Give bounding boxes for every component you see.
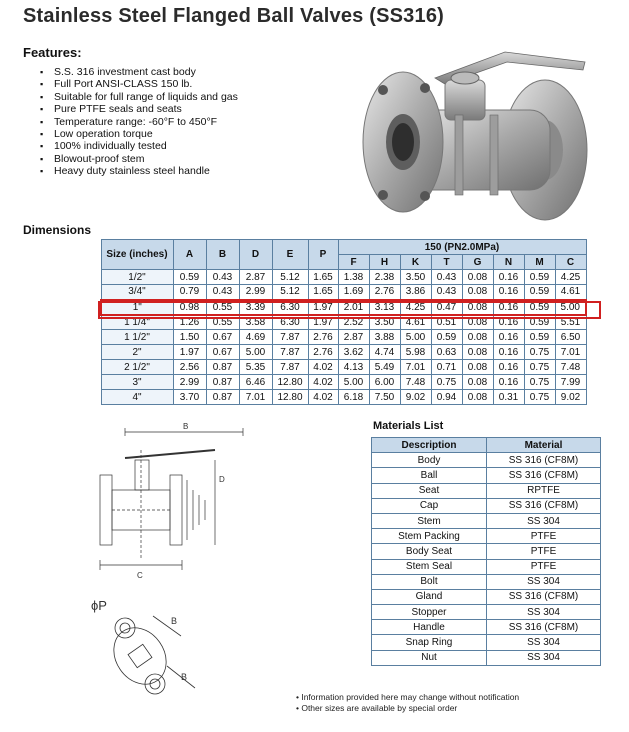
table-row	[372, 574, 601, 589]
part-material-cell: PTFE	[487, 544, 601, 559]
table-row	[101, 300, 586, 315]
size-cell: 2"	[101, 345, 173, 360]
dimension-cell: 0.59	[524, 315, 555, 330]
dimension-cell: 2.99	[173, 375, 206, 390]
dimension-cell: 7.01	[239, 390, 272, 405]
dimension-cell: 12.80	[272, 375, 308, 390]
dimension-cell: 0.16	[493, 315, 524, 330]
col-header: E	[272, 240, 308, 270]
part-description-cell: Snap Ring	[372, 635, 487, 650]
table-row	[372, 483, 601, 498]
size-cell: 1"	[101, 300, 173, 315]
dimension-cell: 0.43	[206, 270, 239, 285]
dimension-cell: 5.98	[400, 345, 431, 360]
feature-item: ▪ Suitable for full range of liquids and gas	[40, 91, 238, 103]
col-header: N	[493, 255, 524, 270]
dimension-cell: 5.00	[338, 375, 369, 390]
dimension-cell: 3.70	[173, 390, 206, 405]
dimension-cell: 1.65	[308, 285, 338, 300]
dimension-cell: 0.43	[431, 285, 462, 300]
dimension-cell: 7.87	[272, 330, 308, 345]
dimension-cell: 5.35	[239, 360, 272, 375]
dimension-cell: 4.02	[308, 360, 338, 375]
col-header: D	[239, 240, 272, 270]
dimension-cell: 3.50	[400, 270, 431, 285]
dimension-cell: 0.08	[462, 375, 493, 390]
dimension-cell: 7.01	[555, 345, 586, 360]
col-header: F	[338, 255, 369, 270]
table-row	[372, 650, 601, 665]
materials-table	[371, 437, 601, 666]
dimension-cell: 4.25	[400, 300, 431, 315]
dimension-cell: 9.02	[555, 390, 586, 405]
dimension-cell: 0.75	[524, 390, 555, 405]
dimension-cell: 0.67	[206, 330, 239, 345]
dimension-cell: 0.59	[524, 300, 555, 315]
dimension-cell: 2.87	[338, 330, 369, 345]
dimension-cell: 4.13	[338, 360, 369, 375]
dimension-cell: 0.55	[206, 315, 239, 330]
dimension-cell: 2.76	[308, 345, 338, 360]
table-row	[101, 375, 586, 390]
table-row	[101, 330, 586, 345]
dimension-cell: 7.01	[400, 360, 431, 375]
dimension-cell: 0.08	[462, 390, 493, 405]
size-cell: 1 1/4"	[101, 315, 173, 330]
table-row	[372, 559, 601, 574]
materials-col-header: Material	[487, 438, 601, 453]
part-description-cell: Handle	[372, 620, 487, 635]
dimension-cell: 2.01	[338, 300, 369, 315]
col-header: M	[524, 255, 555, 270]
size-cell: 4"	[101, 390, 173, 405]
drawing-label-d: D	[219, 475, 225, 484]
part-description-cell: Stem	[372, 513, 487, 528]
table-row	[372, 544, 601, 559]
dimension-cell: 7.48	[555, 360, 586, 375]
part-description-cell: Bolt	[372, 574, 487, 589]
dimension-cell: 0.16	[493, 345, 524, 360]
dimension-cell: 7.87	[272, 360, 308, 375]
dimension-cell: 0.08	[462, 285, 493, 300]
dimension-cell: 4.61	[555, 285, 586, 300]
part-description-cell: Stem Seal	[372, 559, 487, 574]
dimension-cell: 5.51	[555, 315, 586, 330]
feature-item: ▪ Blowout-proof stem	[40, 153, 238, 165]
size-cell: 2 1/2"	[101, 360, 173, 375]
dimension-cell: 2.56	[173, 360, 206, 375]
dimension-cell: 0.63	[431, 345, 462, 360]
drawing-label-b: B	[183, 422, 189, 431]
footnote: • Other sizes are available by special order	[296, 703, 458, 713]
size-cell: 1 1/2"	[101, 330, 173, 345]
feature-item: ▪ Heavy duty stainless steel handle	[40, 165, 238, 177]
dimension-cell: 6.46	[239, 375, 272, 390]
dimension-cell: 0.31	[493, 390, 524, 405]
col-header: C	[555, 255, 586, 270]
dimension-cell: 2.76	[308, 330, 338, 345]
feature-item: ▪ Low operation torque	[40, 128, 238, 140]
dimension-cell: 0.08	[462, 300, 493, 315]
dimension-cell: 0.43	[431, 270, 462, 285]
col-header: A	[173, 240, 206, 270]
table-row	[101, 285, 586, 300]
features-heading: Features:	[23, 45, 82, 60]
footnote: • Information provided here may change without notification	[296, 692, 520, 702]
dimension-cell: 1.97	[308, 300, 338, 315]
dimension-cell: 4.25	[555, 270, 586, 285]
part-material-cell: SS 304	[487, 635, 601, 650]
table-row	[101, 360, 586, 375]
table-row	[372, 468, 601, 483]
dimension-cell: 0.55	[206, 300, 239, 315]
dimension-cell: 6.30	[272, 315, 308, 330]
table-row	[372, 529, 601, 544]
dimension-cell: 3.13	[369, 300, 400, 315]
pressure-group-header: 150 (PN2.0MPa)	[338, 240, 586, 255]
table-row	[101, 390, 586, 405]
ball-valve-image	[355, 40, 605, 230]
dimension-cell: 0.59	[524, 330, 555, 345]
dimension-cell: 4.02	[308, 375, 338, 390]
dimension-cell: 0.71	[431, 360, 462, 375]
drawing-label-phi-p: ϕP	[91, 598, 107, 613]
dimension-cell: 0.59	[173, 270, 206, 285]
dimension-cell: 3.62	[338, 345, 369, 360]
dimension-cell: 0.59	[431, 330, 462, 345]
feature-item: ▪ S.S. 316 investment cast body	[40, 66, 238, 78]
dimension-cell: 0.67	[206, 345, 239, 360]
dimension-cell: 3.88	[369, 330, 400, 345]
col-header: B	[206, 240, 239, 270]
drawing-label-bolt-b: B	[171, 616, 178, 626]
footnotes	[296, 692, 519, 714]
dimension-cell: 5.12	[272, 285, 308, 300]
dimension-cell: 7.50	[369, 390, 400, 405]
part-description-cell: Ball	[372, 468, 487, 483]
table-row	[101, 315, 586, 330]
part-description-cell: Stem Packing	[372, 529, 487, 544]
dimension-cell: 0.16	[493, 300, 524, 315]
table-row	[372, 498, 601, 513]
page-title: Stainless Steel Flanged Ball Valves (SS316)	[23, 5, 445, 27]
dimension-cell: 0.16	[493, 360, 524, 375]
dimension-cell: 7.99	[555, 375, 586, 390]
dimension-cell: 5.00	[555, 300, 586, 315]
dimension-cell: 0.59	[524, 285, 555, 300]
part-material-cell: SS 316 (CF8M)	[487, 620, 601, 635]
col-header: H	[369, 255, 400, 270]
feature-item: ▪ Temperature range: -60°F to 450°F	[40, 116, 238, 128]
size-cell: 1/2"	[101, 270, 173, 285]
part-material-cell: SS 316 (CF8M)	[487, 453, 601, 468]
part-description-cell: Cap	[372, 498, 487, 513]
col-header: P	[308, 240, 338, 270]
table-row	[372, 620, 601, 635]
dimension-cell: 0.94	[431, 390, 462, 405]
table-row	[372, 605, 601, 620]
dimension-cell: 0.87	[206, 390, 239, 405]
size-cell: 3"	[101, 375, 173, 390]
dimension-cell: 0.16	[493, 375, 524, 390]
dimension-cell: 6.50	[555, 330, 586, 345]
part-material-cell: PTFE	[487, 529, 601, 544]
table-row	[372, 453, 601, 468]
dimension-cell: 6.30	[272, 300, 308, 315]
part-description-cell: Stopper	[372, 605, 487, 620]
dimension-cell: 5.49	[369, 360, 400, 375]
dimension-cell: 4.61	[400, 315, 431, 330]
dimension-cell: 4.02	[308, 390, 338, 405]
materials-heading: Materials List	[373, 420, 444, 432]
part-material-cell: SS 316 (CF8M)	[487, 498, 601, 513]
valve-dimension-drawing	[85, 420, 255, 590]
dimension-cell: 1.26	[173, 315, 206, 330]
dimension-cell: 4.69	[239, 330, 272, 345]
dimension-cell: 0.16	[493, 285, 524, 300]
feature-item: ▪ Pure PTFE seals and seats	[40, 103, 238, 115]
dimension-cell: 4.74	[369, 345, 400, 360]
dimension-cell: 1.97	[308, 315, 338, 330]
dimension-cell: 5.12	[272, 270, 308, 285]
part-description-cell: Gland	[372, 589, 487, 604]
dimensions-heading: Dimensions	[23, 223, 92, 237]
feature-item: ▪ Full Port ANSI-CLASS 150 lb.	[40, 78, 238, 90]
dimension-cell: 0.16	[493, 330, 524, 345]
dimension-cell: 3.39	[239, 300, 272, 315]
dimension-cell: 5.00	[239, 345, 272, 360]
table-row	[372, 635, 601, 650]
dimension-cell: 0.47	[431, 300, 462, 315]
col-header: T	[431, 255, 462, 270]
part-description-cell: Body Seat	[372, 544, 487, 559]
dimension-cell: 0.51	[431, 315, 462, 330]
part-material-cell: SS 304	[487, 605, 601, 620]
table-row	[101, 345, 586, 360]
dimension-cell: 7.87	[272, 345, 308, 360]
dimension-cell: 0.08	[462, 345, 493, 360]
part-material-cell: SS 316 (CF8M)	[487, 468, 601, 483]
dimension-cell: 0.08	[462, 330, 493, 345]
dimension-cell: 0.98	[173, 300, 206, 315]
dimension-cell: 1.38	[338, 270, 369, 285]
col-header: K	[400, 255, 431, 270]
part-description-cell: Nut	[372, 650, 487, 665]
dimension-cell: 1.50	[173, 330, 206, 345]
dimension-cell: 0.87	[206, 375, 239, 390]
drawing-label-bolt-b: B	[181, 672, 188, 682]
size-header: Size (inches)	[101, 240, 173, 270]
dimension-cell: 1.65	[308, 270, 338, 285]
dimension-cell: 6.00	[369, 375, 400, 390]
dimension-cell: 0.08	[462, 360, 493, 375]
dimension-cell: 2.38	[369, 270, 400, 285]
dimension-cell: 0.75	[524, 360, 555, 375]
dimension-cell: 2.52	[338, 315, 369, 330]
size-cell: 3/4"	[101, 285, 173, 300]
dimension-cell: 0.75	[524, 375, 555, 390]
dimension-cell: 5.00	[400, 330, 431, 345]
part-description-cell: Body	[372, 453, 487, 468]
table-row	[101, 270, 586, 285]
dimension-cell: 2.99	[239, 285, 272, 300]
dimension-cell: 3.86	[400, 285, 431, 300]
dimension-cell: 0.75	[524, 345, 555, 360]
dimension-cell: 2.87	[239, 270, 272, 285]
part-material-cell: SS 304	[487, 574, 601, 589]
dimension-cell: 7.48	[400, 375, 431, 390]
col-header: G	[462, 255, 493, 270]
part-material-cell: SS 304	[487, 650, 601, 665]
materials-col-header: Description	[372, 438, 487, 453]
dimension-cell: 0.87	[206, 360, 239, 375]
dimension-cell: 9.02	[400, 390, 431, 405]
dimension-cell: 0.59	[524, 270, 555, 285]
part-description-cell: Seat	[372, 483, 487, 498]
dimension-cell: 3.58	[239, 315, 272, 330]
table-row	[372, 589, 601, 604]
dimension-cell: 6.18	[338, 390, 369, 405]
dimension-cell: 3.50	[369, 315, 400, 330]
dimension-cell: 0.08	[462, 315, 493, 330]
part-material-cell: SS 304	[487, 513, 601, 528]
drawing-label-c: C	[137, 571, 143, 580]
dimension-cell: 0.16	[493, 270, 524, 285]
dimension-cell: 0.79	[173, 285, 206, 300]
feature-item: ▪ 100% individually tested	[40, 140, 238, 152]
dimension-cell: 1.97	[173, 345, 206, 360]
table-row	[372, 513, 601, 528]
dimension-cell: 2.76	[369, 285, 400, 300]
dimension-cell: 0.43	[206, 285, 239, 300]
features-list	[40, 66, 238, 178]
dimensions-table	[100, 239, 587, 405]
dimension-cell: 12.80	[272, 390, 308, 405]
flange-bolt-drawing	[85, 596, 205, 706]
part-material-cell: SS 316 (CF8M)	[487, 589, 601, 604]
part-material-cell: RPTFE	[487, 483, 601, 498]
dimension-cell: 0.08	[462, 270, 493, 285]
dimension-cell: 0.75	[431, 375, 462, 390]
part-material-cell: PTFE	[487, 559, 601, 574]
dimension-cell: 1.69	[338, 285, 369, 300]
